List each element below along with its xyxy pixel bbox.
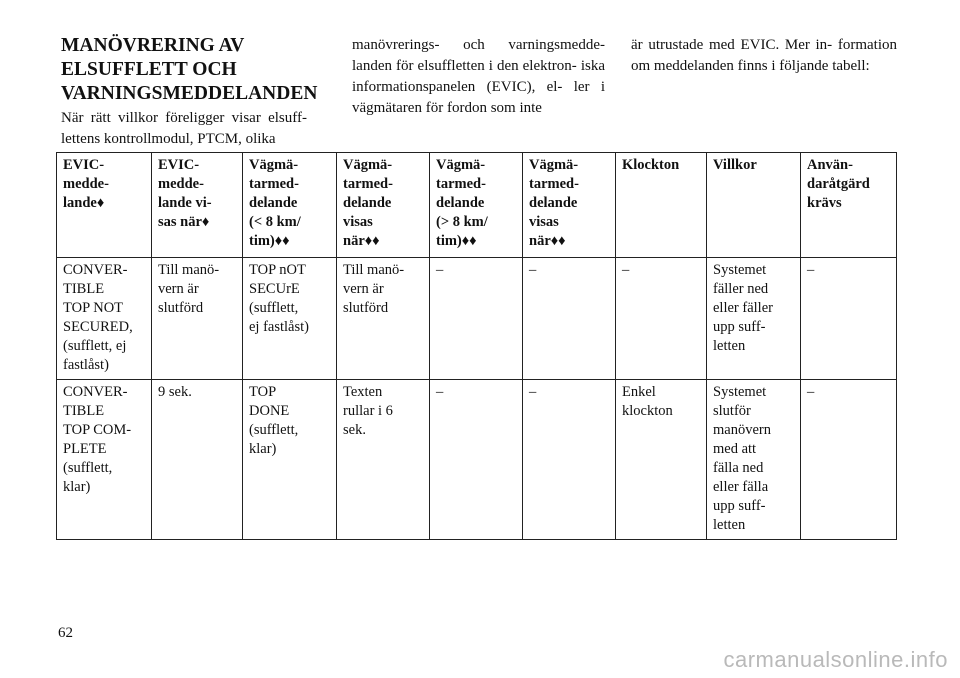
- table-cell: –: [523, 258, 616, 380]
- header-odometer-slow-shown-when: Vägmä- tarmed- delande visas när♦♦: [337, 153, 430, 258]
- header-condition: Villkor: [707, 153, 801, 258]
- table-cell: Texten rullar i 6 sek.: [337, 380, 430, 540]
- watermark: carmanualsonline.info: [723, 647, 948, 672]
- table-cell: Systemet fäller ned eller fäller upp suff- letten: [707, 258, 801, 380]
- table-cell: –: [523, 380, 616, 540]
- header-chime: Klockton: [616, 153, 707, 258]
- table-cell: TOP DONE (sufflett, klar): [243, 380, 337, 540]
- table-cell: –: [430, 258, 523, 380]
- header-odometer-fast: Vägmä- tarmed- delande (> 8 km/ tim)♦♦: [430, 153, 523, 258]
- table-row: [57, 380, 897, 540]
- table-cell: Till manö- vern är slutförd: [337, 258, 430, 380]
- header-evic-message: EVIC- medde- lande♦: [57, 153, 152, 258]
- header-user-action: Använ- daråtgärd krävs: [801, 153, 897, 258]
- header-odometer-fast-shown-when: Vägmä- tarmed- delande visas när♦♦: [523, 153, 616, 258]
- table-cell: –: [801, 380, 897, 540]
- intro-paragraph-col2: manövrerings- och varningsmedde- landen för elsuffletten i den elektron- iska informationspanelen (EVIC), el- ler i vägmätaren för fordon som inte: [352, 37, 605, 116]
- table-cell: –: [430, 380, 523, 540]
- table-cell: –: [801, 258, 897, 380]
- header-evic-shown-when: EVIC- medde- lande vi- sas när♦: [152, 153, 243, 258]
- table-cell: 9 sek.: [152, 380, 243, 540]
- table-row: [57, 258, 897, 380]
- table-cell: CONVER- TIBLE TOP NOT SECURED, (sufflett, ej fastlåst): [57, 258, 152, 380]
- intro-paragraph-col3: är utrustade med EVIC. Mer in- formation om meddelanden finns i följande tabell:: [631, 37, 897, 74]
- table-cell: –: [616, 258, 707, 380]
- header-odometer-slow: Vägmä- tarmed- delande (< 8 km/ tim)♦♦: [243, 153, 337, 258]
- page-number: 62: [58, 625, 73, 641]
- section-title: MANÖVRERING AV ELSUFFLETT OCH VARNINGSMEDDELANDEN: [61, 35, 318, 104]
- table-cell: CONVER- TIBLE TOP COM- PLETE (sufflett, klar): [57, 380, 152, 540]
- intro-paragraph-col1: När rätt villkor föreligger visar elsuff- lettens kontrollmodul, PTCM, olika: [61, 110, 307, 147]
- table-cell: Enkel klockton: [616, 380, 707, 540]
- table-cell: TOP nOT SECUrE (sufflett, ej fastlåst): [243, 258, 337, 380]
- message-table: [56, 152, 897, 540]
- table-cell: Till manö- vern är slutförd: [152, 258, 243, 380]
- table-cell: Systemet slutför manövern med att fälla ned eller fälla upp suff- letten: [707, 380, 801, 540]
- table-header-row: [57, 153, 897, 258]
